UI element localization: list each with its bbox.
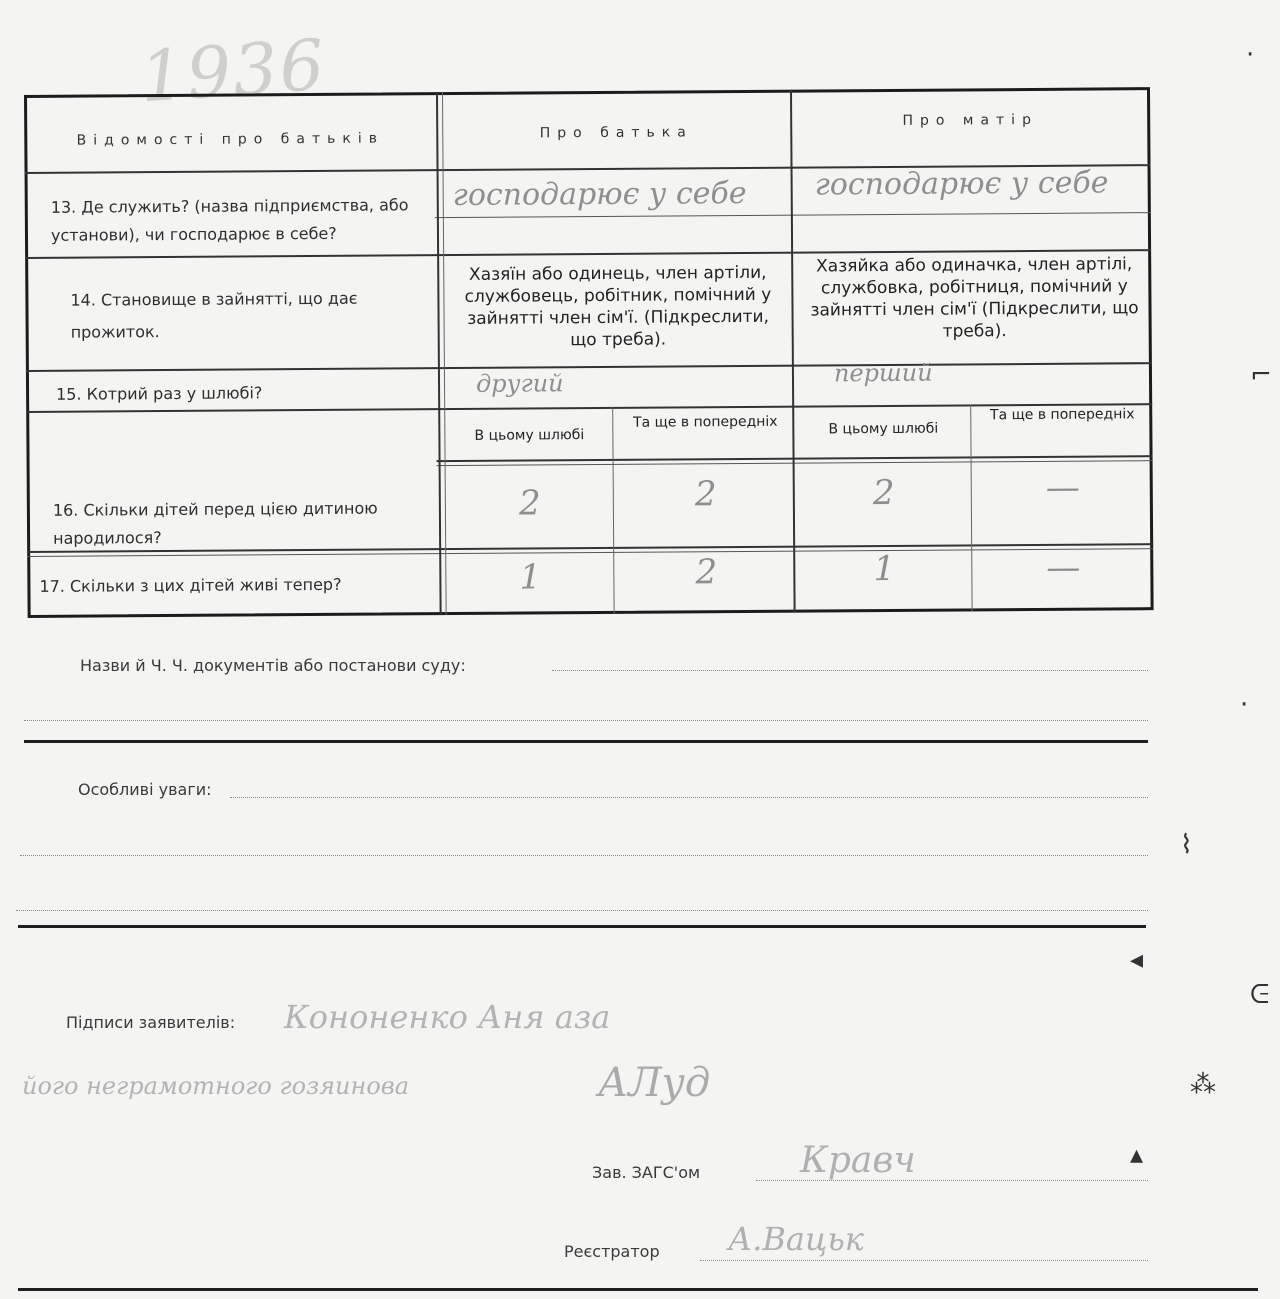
header-mother: Про матір: [902, 111, 1039, 129]
paper-speck: ⁂: [1190, 1070, 1216, 1100]
q17-father-previous: 2: [695, 552, 718, 593]
section-rule: [18, 925, 1146, 928]
signatures-label: Підписи заявителів:: [66, 1013, 236, 1032]
subheader-mother-previous: Та ще в попередніх: [989, 406, 1135, 424]
head-of-registry-label: Зав. ЗАГС'ом: [592, 1163, 701, 1182]
applicant-signature-line2: його неграмотного гозяинова: [22, 1072, 410, 1100]
q16-mother-previous: —: [1045, 467, 1080, 508]
question-13: 13. Де служить? (назва підприємства, або установи), чи господарює в себе?: [50, 195, 409, 245]
header-father: Про батька: [539, 124, 693, 142]
q17-mother-this: 1: [873, 548, 896, 590]
q15-mother-answer: перший: [833, 358, 933, 388]
subheader-mother-this: В цьому шлюбі: [828, 420, 939, 438]
paper-speck: ·: [1246, 40, 1255, 70]
q17-mother-previous: —: [1046, 547, 1081, 588]
question-15: 15. Котрий раз у шлюбі?: [56, 383, 263, 404]
documents-label: Назви й Ч. Ч. документів або постанови суду:: [80, 656, 466, 675]
q17-father-this: 1: [519, 557, 542, 598]
paper-speck: ⌐: [1250, 360, 1272, 390]
remarks-label: Особливі уваги:: [78, 780, 212, 799]
q14-mother-options: Хазяйка або одиначка, член артілі, службовка, робітниця, помічний у зайнятті член сім'ї (Підкреслити, що треба).: [810, 254, 1139, 342]
registrar-signature: А.Вацьк: [728, 1220, 864, 1258]
q14-father-options: Хазяїн або одинець, член артіли, службовець, робітник, помічний у зайнятті член сім'ї. (Підкреслити, що треба).: [464, 262, 772, 351]
subheader-father-this: В цьому шлюбі: [474, 427, 585, 444]
q16-father-previous: 2: [694, 474, 717, 515]
paper-speck: ·: [1240, 690, 1249, 720]
registrar-label: Реєстратор: [564, 1242, 660, 1261]
applicant-signature-line1: Кононенко Аня аза: [284, 998, 611, 1036]
question-14: 14. Становище в зайнятті, що дає прожиток.: [70, 288, 358, 342]
section-rule: [24, 740, 1148, 743]
header-info: Відомості про батьків: [76, 130, 385, 149]
registrar-dotted-line: [700, 1260, 1148, 1261]
q13-father-answer: господарює у себе: [452, 175, 747, 214]
bottom-rule: [18, 1288, 1258, 1291]
documents-dotted-line: [24, 720, 1148, 721]
remarks-dotted-line: [230, 797, 1148, 798]
documents-dotted-line: [552, 670, 1148, 671]
parents-info-table: [24, 87, 1154, 618]
head-signature: Кравч: [800, 1140, 916, 1181]
year-watermark: 1936: [137, 23, 329, 119]
paper-speck: ᕮ: [1250, 980, 1270, 1010]
question-16: 16. Скільки дітей перед цією дитиною народилося?: [52, 498, 378, 548]
remarks-dotted-line: [20, 855, 1148, 856]
question-17: 17. Скільки з цих дітей живі тепер?: [39, 574, 342, 596]
paper-speck: ⌇: [1180, 830, 1193, 860]
q15-father-answer: другий: [475, 369, 564, 398]
applicant-signature-mark: АЛуд: [598, 1060, 711, 1106]
paper-speck: ▴: [1130, 1140, 1144, 1170]
q13-mother-answer: господарює у себе: [814, 165, 1109, 203]
remarks-dotted-line: [16, 910, 1148, 911]
paper-speck: ◂: [1130, 945, 1144, 975]
q16-mother-this: 2: [872, 472, 895, 514]
q16-father-this: 2: [518, 483, 541, 524]
subheader-father-previous: Та ще в попередніх: [632, 413, 778, 431]
